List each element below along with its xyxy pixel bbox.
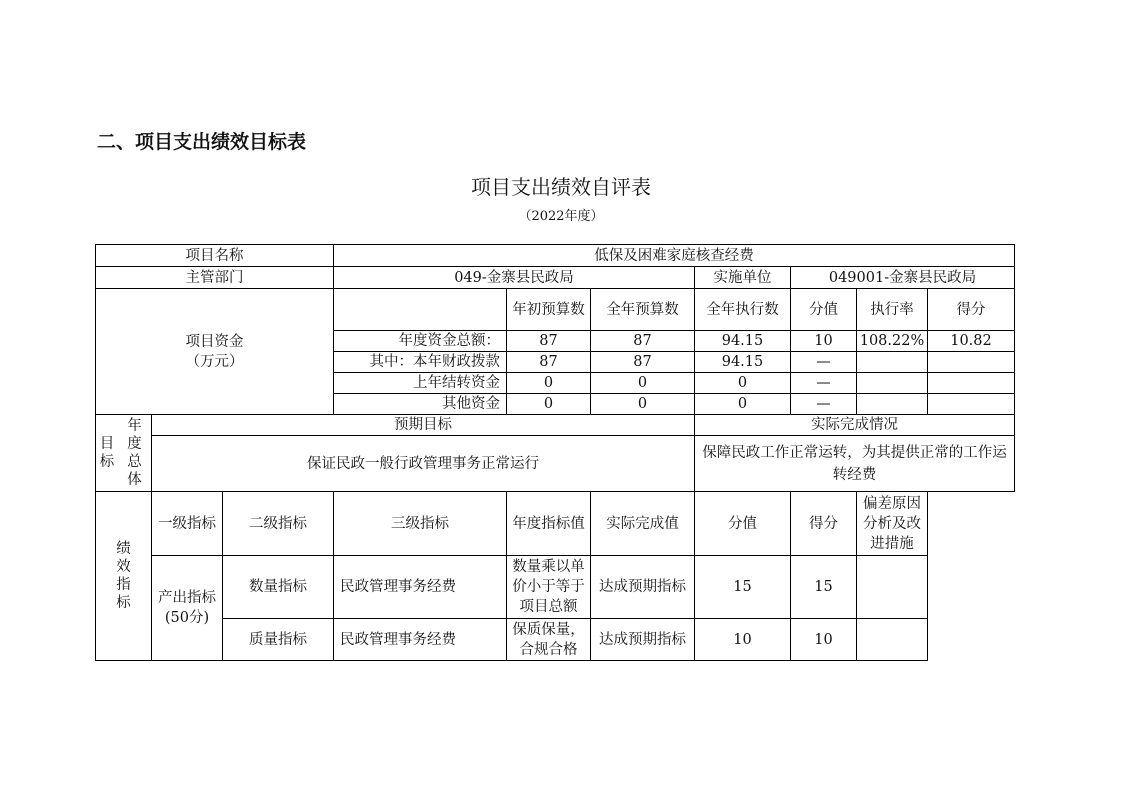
- indicator-score-value: 10: [695, 619, 791, 661]
- funds-label: [96, 289, 334, 415]
- funds-row-score-value: —: [791, 394, 857, 415]
- level1-output: 产出指标(50分): [152, 556, 223, 661]
- section-heading: 二、项目支出绩效目标表: [97, 131, 307, 153]
- funds-header-annual: 全年预算数: [591, 289, 695, 331]
- funds-row-score-value: —: [791, 352, 857, 373]
- indicator-level3: 民政管理事务经费: [334, 619, 507, 661]
- funds-row-rate: 108.22%: [857, 331, 928, 352]
- goals-actual-header: 实际完成情况: [695, 415, 1015, 436]
- header-level3: 三级指标: [334, 492, 507, 556]
- indicator-actual-value: 达成预期指标: [591, 556, 695, 619]
- project-name-label: 项目名称: [96, 245, 334, 267]
- funds-row-score: [928, 373, 1015, 394]
- project-name-value: 低保及困难家庭核查经费: [334, 245, 1015, 267]
- header-deviation: 偏差原因分析及改进措施: [857, 492, 928, 556]
- goals-expected-header: 预期目标: [152, 415, 695, 436]
- document-year: （2022年度）: [518, 209, 604, 224]
- indicator-level2: 数量指标: [223, 556, 334, 619]
- project-name-row: [96, 245, 1015, 267]
- funds-row-annual: 87: [591, 331, 695, 352]
- goals-header-row: [96, 415, 1015, 436]
- funds-header-blank: [334, 289, 507, 331]
- goals-actual-text: 保障民政工作正常运转，为其提供正常的工作运转经费: [695, 436, 1015, 492]
- header-level2: 二级指标: [223, 492, 334, 556]
- header-level1: 一级指标: [152, 492, 223, 556]
- indicators-header-row: [96, 492, 1015, 556]
- funds-header-score: 得分: [928, 289, 1015, 331]
- funds-row-label: 其他资金: [334, 394, 507, 415]
- funds-row-score-value: 10: [791, 331, 857, 352]
- indicator-row: [96, 556, 1015, 619]
- indicator-score-value: 15: [695, 556, 791, 619]
- funds-row-annual: 0: [591, 373, 695, 394]
- document-title: 项目支出绩效自评表: [471, 175, 651, 199]
- funds-header-rate: 执行率: [857, 289, 928, 331]
- funds-row-score: [928, 394, 1015, 415]
- performance-evaluation-table: [95, 244, 1015, 661]
- funds-row-executed: 94.15: [695, 352, 791, 373]
- funds-row-initial: 0: [507, 394, 591, 415]
- goals-inner-label: 年度总体: [127, 418, 142, 488]
- funds-row-score: [928, 352, 1015, 373]
- header-score-value: 分值: [695, 492, 791, 556]
- funds-row-score-value: —: [791, 373, 857, 394]
- implementing-unit-label: 实施单位: [695, 267, 791, 289]
- indicator-level2: 质量指标: [223, 619, 334, 661]
- funds-row-executed: 0: [695, 373, 791, 394]
- department-label: 主管部门: [96, 267, 334, 289]
- funds-header-score-value: 分值: [791, 289, 857, 331]
- funds-row-rate: [857, 352, 928, 373]
- funds-row-executed: 0: [695, 394, 791, 415]
- indicator-actual-value: 达成预期指标: [591, 619, 695, 661]
- indicator-deviation: [857, 556, 928, 619]
- goals-outer-label: 目标: [99, 436, 115, 470]
- funds-header-row: [96, 289, 1015, 331]
- funds-row-rate: [857, 373, 928, 394]
- department-row: [96, 267, 1015, 289]
- indicator-row: [96, 619, 1015, 661]
- implementing-unit-value: 049001-金寨县民政局: [791, 267, 1015, 289]
- funds-row-score: 10.82: [928, 331, 1015, 352]
- indicator-annual-value: 保质保量，合规合格: [507, 619, 591, 661]
- indicator-deviation: [857, 619, 928, 661]
- goals-label-cell: [96, 415, 152, 492]
- funds-row-initial: 0: [507, 373, 591, 394]
- goals-content-row: [96, 436, 1015, 492]
- funds-row-label: 其中：本年财政拨款: [334, 352, 507, 373]
- indicators-side-cell: [96, 492, 152, 661]
- funds-row-annual: 0: [591, 394, 695, 415]
- funds-header-initial: 年初预算数: [507, 289, 591, 331]
- header-annual-value: 年度指标值: [507, 492, 591, 556]
- funds-header-executed: 全年执行数: [695, 289, 791, 331]
- header-actual-value: 实际完成值: [591, 492, 695, 556]
- indicators-side-label: 绩效指标: [116, 540, 131, 611]
- department-value: 049-金寨县民政局: [334, 267, 695, 289]
- goals-expected-text: 保证民政一般行政管理事务正常运行: [152, 436, 695, 492]
- funds-row-initial: 87: [507, 331, 591, 352]
- indicator-level3: 民政管理事务经费: [334, 556, 507, 619]
- funds-row-executed: 94.15: [695, 331, 791, 352]
- header-score: 得分: [791, 492, 857, 556]
- funds-label-line1: 项目资金: [185, 333, 244, 350]
- indicator-annual-value: 数量乘以单价小于等于项目总额: [507, 556, 591, 619]
- indicator-score: 15: [791, 556, 857, 619]
- funds-row-label: 上年结转资金: [334, 373, 507, 394]
- funds-row-annual: 87: [591, 352, 695, 373]
- funds-label-line2: （万元）: [185, 353, 244, 370]
- funds-row-initial: 87: [507, 352, 591, 373]
- funds-row-label: 年度资金总额：: [334, 331, 507, 352]
- indicator-score: 10: [791, 619, 857, 661]
- funds-row-rate: [857, 394, 928, 415]
